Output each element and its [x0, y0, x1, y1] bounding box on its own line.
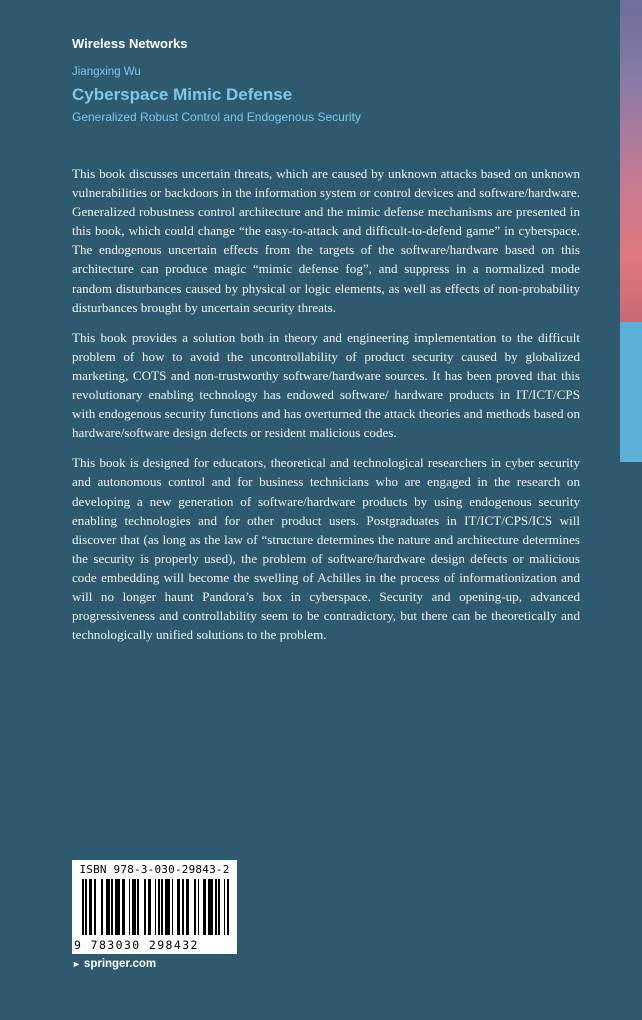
- blurb: [72, 164, 580, 655]
- publisher-link[interactable]: [72, 958, 156, 970]
- author-name: Jiangxing Wu: [72, 66, 141, 78]
- cover-edge-strip: [620, 0, 642, 1020]
- blurb-paragraph-3: This book is designed for educators, theoretical and technological researchers in cyber security and autonomous control and for business technicians who are engaged in the research on developing a new generation of software/hardware products by using endogenous security enabling technologies and for other product users. Postgraduates in IT/ICT/CPS/ICS will discover that (as long as the law of “structure determines the nature and architecture determines the security is properly used), the problem of software/hardware design defects or malicious code embedding will become the swelling of Achilles in the process of informationization and will no longer haunt Pandora’s box in cyberspace. Security and opening-up, advanced progressiveness and controllability seem to be contradictory, but there can be theoretically and technologically unified solutions to the problem.: [72, 455, 580, 643]
- barcode-bars: [82, 879, 231, 935]
- publisher-url: springer.com: [83, 958, 157, 970]
- book-subtitle: Generalized Robust Control and Endogenous Security: [72, 110, 361, 124]
- ean-digits: 9 783030 298432: [74, 938, 199, 952]
- isbn-barcode: [72, 860, 237, 954]
- blurb-paragraph-1: This book discusses uncertain threats, which are caused by unknown attacks based on unknown vulnerabilities or backdoors in the information system or control devices and software/hardware. Generalized robustness control architecture and the mimic defense mechanisms are presented in this book, which could change “the easy-to-attack and difficult-to-defend game” in cyberspace. The endogenous uncertain effects from the targets of the software/hardware based on this architecture can produce magic “mimic defense fog”, and suppress in a normalized mode random disturbances caused by physical or logic elements, as well as effects of non-probability disturbances brought by uncertain security threats.: [72, 166, 580, 315]
- isbn-label: ISBN 978-3-030-29843-2: [79, 863, 230, 876]
- arrow-icon: ►: [72, 959, 81, 969]
- series-name: Wireless Networks: [72, 36, 188, 51]
- cover-edge-accent: [620, 322, 642, 462]
- barcode-bar: [229, 879, 231, 935]
- book-title: Cyberspace Mimic Defense: [72, 85, 293, 104]
- cover-edge-gradient: [620, 0, 642, 322]
- blurb-paragraph-2: This book provides a solution both in theory and engineering implementation to the difficult problem of how to avoid the uncontrollability of product security caused by globalized marketing, COTS and non-trustworthy software/hardware sources. It has been proved that this revolutionary enabling technology has endowed software/ hardware products in IT/ICT/CPS with endogenous security functions and has overturned the attack theories and methods based on hardware/software design defects or resident malicious codes.: [72, 329, 580, 441]
